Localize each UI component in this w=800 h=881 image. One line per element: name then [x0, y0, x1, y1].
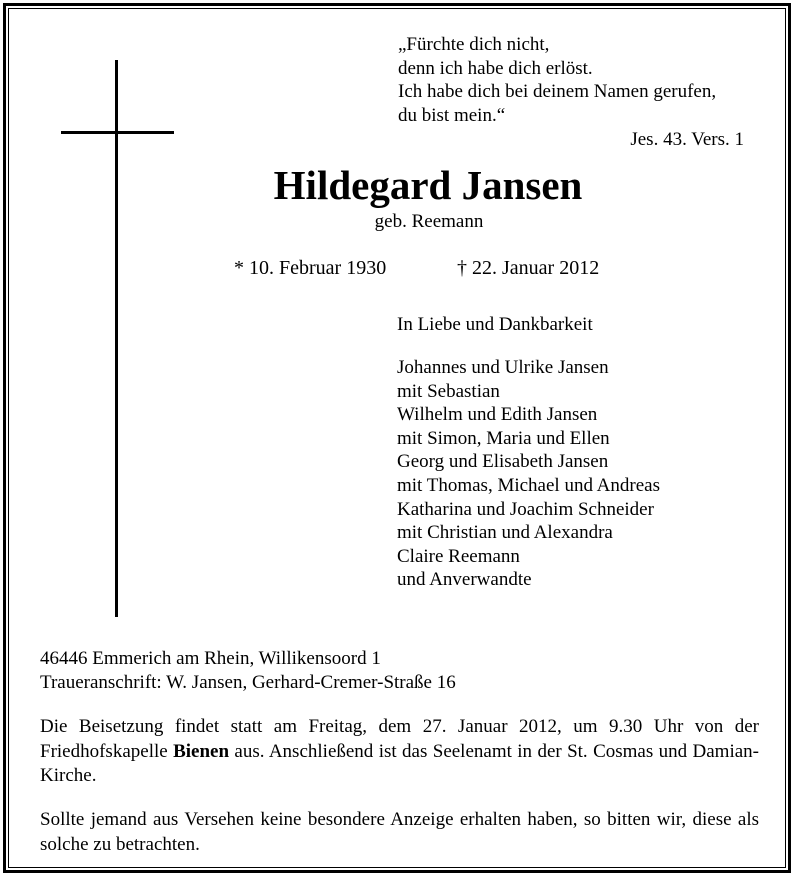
- list-item: Katharina und Joachim Schneider: [397, 498, 654, 520]
- funeral-place: Bienen: [173, 740, 230, 762]
- quote-line: denn ich habe dich erlöst.: [398, 57, 593, 79]
- funeral-text-before: Die Beisetzung findet statt am Freitag, dem 27. Januar 2012, um 9.30 Uhr von der Friedhofskapelle: [40, 716, 759, 762]
- address-line: 46446 Emmerich am Rhein, Willikensoord 1: [40, 648, 381, 669]
- list-item: Claire Reemann: [397, 545, 520, 567]
- funeral-text-after: aus. Anschließend ist das Seelenamt in der St. Cosmas und Damian-Kirche.: [40, 740, 759, 786]
- funeral-paragraph: [40, 715, 759, 789]
- cross-icon-bar: [61, 131, 174, 134]
- quote-reference: Jes. 43. Vers. 1: [630, 129, 744, 150]
- birth-name: geb. Reemann: [374, 211, 484, 232]
- mourners-list: [397, 356, 660, 592]
- list-item: Wilhelm und Edith Jansen: [397, 404, 598, 426]
- list-item: mit Sebastian: [397, 380, 500, 402]
- mourning-address-line: Traueranschrift: W. Jansen, Gerhard-Cremer-Straße 16: [40, 672, 456, 693]
- list-item: mit Simon, Maria und Ellen: [397, 427, 610, 449]
- list-item: Georg und Elisabeth Jansen: [397, 451, 609, 473]
- death-date: † 22. Januar 2012: [457, 257, 600, 279]
- quote-line: Ich habe dich bei deinem Namen gerufen,: [398, 81, 717, 102]
- address-block: [40, 647, 456, 695]
- list-item: mit Thomas, Michael und Andreas: [397, 474, 660, 496]
- list-item: Johannes und Ulrike Jansen: [397, 357, 609, 378]
- mourners-heading: In Liebe und Dankbarkeit: [397, 314, 593, 335]
- list-item: und Anverwandte: [397, 569, 532, 591]
- quote-line: „Fürchte dich nicht,: [398, 34, 550, 55]
- list-item: mit Christian und Alexandra: [397, 522, 613, 544]
- deceased-name: Hildegard Jansen: [273, 162, 583, 208]
- notice-paragraph: Sollte jemand aus Versehen keine besondere Anzeige erhalten haben, so bitten wir, diese als solche zu betrachten.: [40, 809, 759, 855]
- cross-icon: [115, 60, 118, 617]
- quote-line: du bist mein.“: [398, 104, 506, 126]
- bible-quote: [398, 33, 716, 127]
- birth-date: * 10. Februar 1930: [234, 257, 387, 279]
